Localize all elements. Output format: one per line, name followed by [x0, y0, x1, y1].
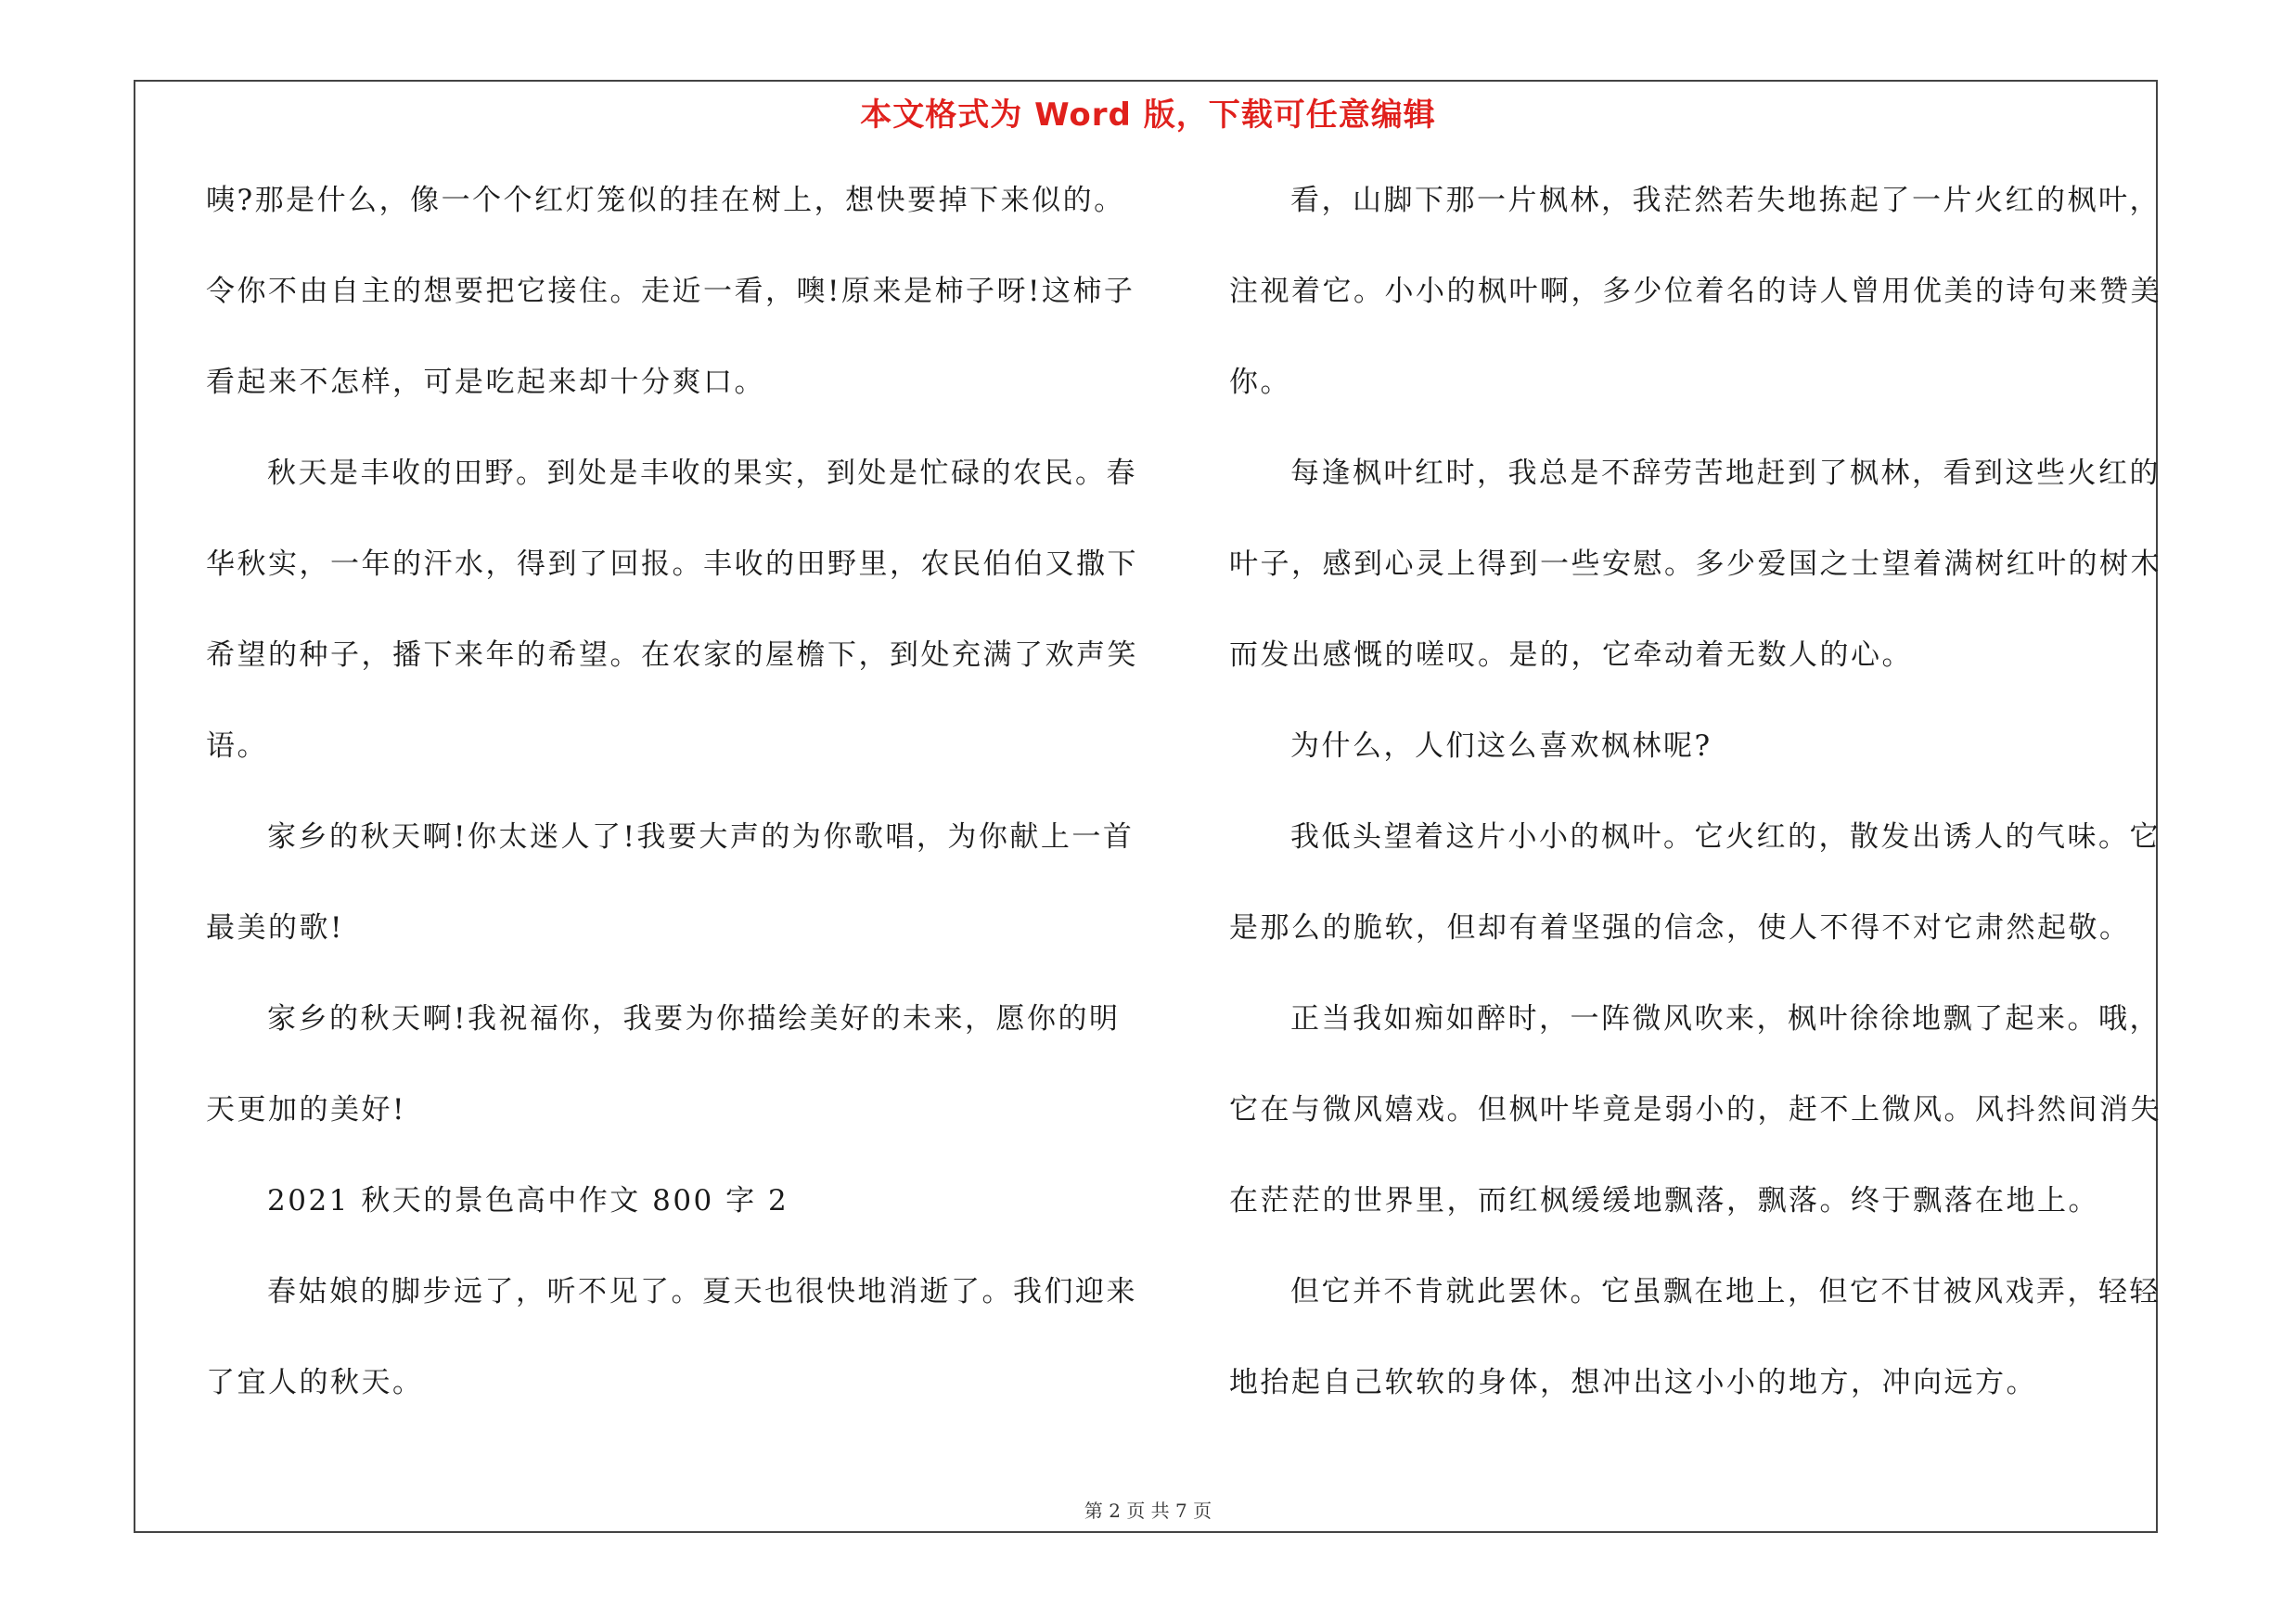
text-line: 2021 秋天的景色高中作文 800 字 2	[267, 1184, 789, 1217]
right-column	[1229, 182, 2161, 1455]
text-line: 它在与微风嬉戏。但枫叶毕竟是弱小的，赶不上微风。风抖然间消失	[1229, 1093, 2161, 1127]
text-line: 在茫茫的世界里，而红枫缓缓地飘落，飘落。终于飘落在地上。	[1229, 1184, 2099, 1217]
text-line: 看起来不怎样，可是吃起来却十分爽口。	[206, 366, 765, 399]
text-line: 你。	[1229, 366, 1291, 399]
text-line: 叶子，感到心灵上得到一些安慰。多少爱国之士望着满树红叶的树木	[1229, 547, 2161, 581]
text-line: 为什么，人们这么喜欢枫林呢?	[1290, 729, 1712, 763]
text-line: 天更加的美好!	[206, 1093, 406, 1127]
text-line: 秋天是丰收的田野。到处是丰收的果实，到处是忙碌的农民。春	[267, 457, 1137, 490]
text-line: 希望的种子，播下来年的希望。在农家的屋檐下，到处充满了欢声笑	[206, 638, 1138, 672]
text-line: 但它并不肯就此罢休。它虽飘在地上，但它不甘被风戏弄，轻轻	[1290, 1275, 2161, 1308]
text-line: 咦?那是什么，像一个个红灯笼似的挂在树上，想快要掉下来似的。	[206, 184, 1125, 217]
text-line: 注视着它。小小的枫叶啊，多少位着名的诗人曾用优美的诗句来赞美	[1229, 275, 2161, 308]
word-format-banner: 本文格式为 Word 版，下载可任意编辑	[860, 97, 1436, 134]
left-column	[206, 182, 1138, 1455]
text-line: 最美的歌!	[206, 911, 344, 945]
text-line: 家乡的秋天啊!你太迷人了!我要大声的为你歌唱，为你献上一首	[267, 820, 1135, 854]
text-line: 家乡的秋天啊!我祝福你，我要为你描绘美好的未来，愿你的明	[267, 1002, 1121, 1036]
text-line: 了宜人的秋天。	[206, 1366, 424, 1399]
text-line: 春姑娘的脚步远了，听不见了。夏天也很快地消逝了。我们迎来	[267, 1275, 1137, 1308]
text-line: 令你不由自主的想要把它接住。走近一看，噢!原来是柿子呀!这柿子	[206, 275, 1135, 308]
text-line: 我低头望着这片小小的枫叶。它火红的，散发出诱人的气味。它	[1290, 820, 2161, 854]
text-line: 语。	[206, 729, 268, 763]
text-line: 看，山脚下那一片枫林，我茫然若失地拣起了一片火红的枫叶，	[1290, 184, 2161, 217]
text-line: 是那么的脆软，但却有着坚强的信念，使人不得不对它肃然起敬。	[1229, 911, 2131, 945]
page-number-footer: 第 2 页 共 7 页	[1084, 1500, 1212, 1522]
text-line: 每逢枫叶红时，我总是不辞劳苦地赶到了枫林，看到这些火红的	[1290, 457, 2161, 490]
text-line: 地抬起自己软软的身体，想冲出这小小的地方，冲向远方。	[1229, 1366, 2037, 1399]
text-line: 而发出感慨的嗟叹。是的，它牵动着无数人的心。	[1229, 638, 1913, 672]
text-line: 华秋实，一年的汗水，得到了回报。丰收的田野里，农民伯伯又撒下	[206, 547, 1138, 581]
text-line: 正当我如痴如醉时，一阵微风吹来，枫叶徐徐地飘了起来。哦，	[1290, 1002, 2161, 1036]
